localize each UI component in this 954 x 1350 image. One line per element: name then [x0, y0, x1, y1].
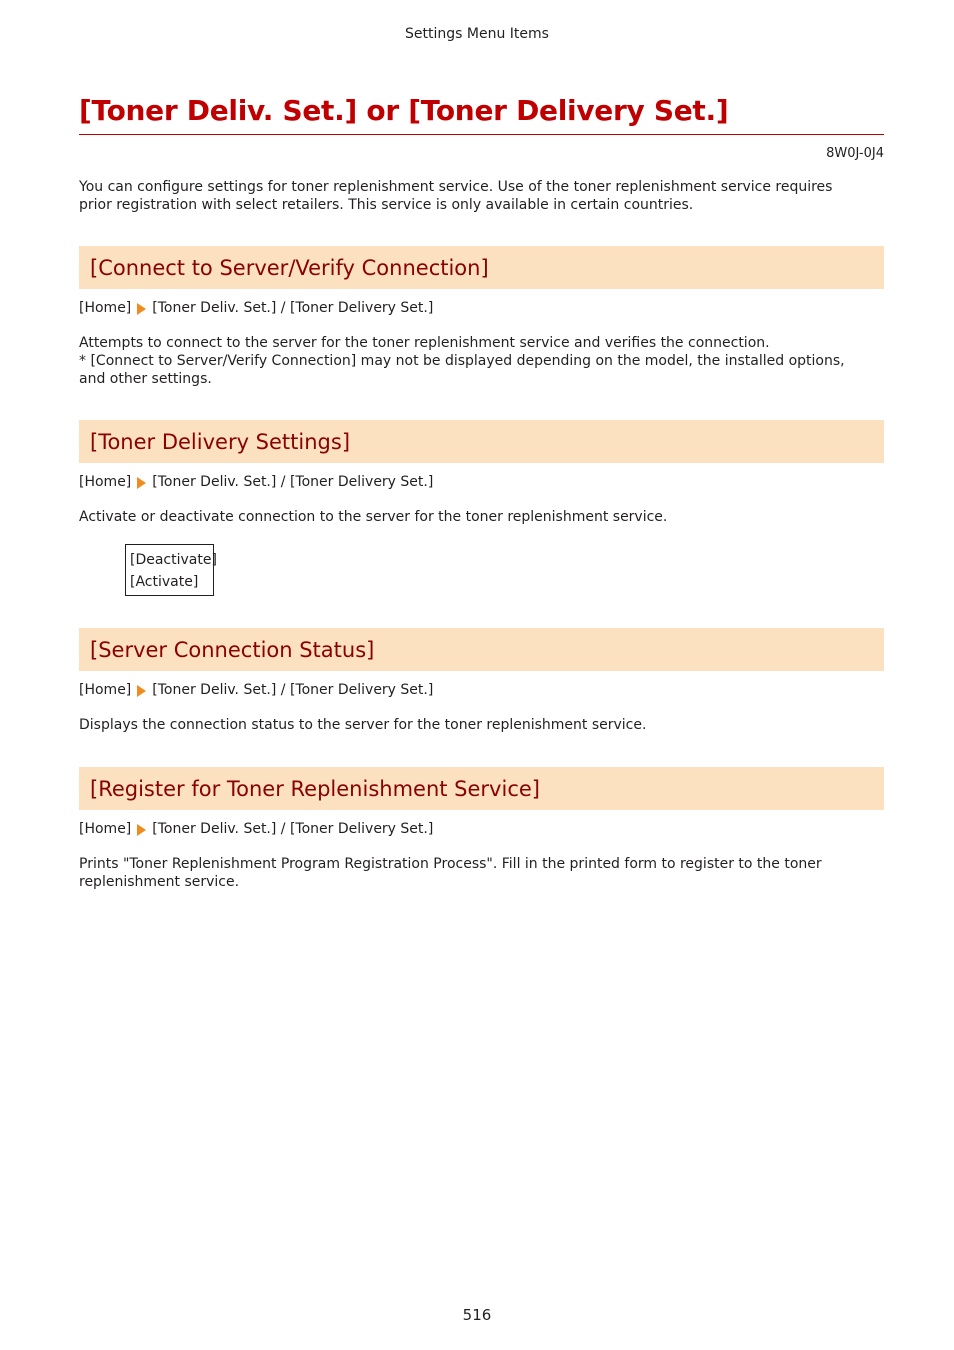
section-heading-text: [Server Connection Status] — [90, 637, 375, 662]
menu-path-home: [Home] — [79, 821, 132, 837]
option-deactivate: [Deactivate] — [130, 552, 217, 568]
section-description: Prints "Toner Replenishment Program Registration Process". Fill in the printed form to register to the toner replenishment service. — [79, 856, 822, 890]
menu-path-rest: [Toner Deliv. Set.] / [Toner Delivery Set.] — [152, 682, 434, 698]
page-title: [Toner Deliv. Set.] or [Toner Delivery Set.] — [79, 94, 729, 127]
arrow-right-icon — [137, 303, 146, 315]
intro-paragraph: You can configure settings for toner replenishment service. Use of the toner replenishment service requires prior registration with select retailers. This service is only available in certain countries. — [79, 179, 833, 213]
menu-path — [79, 821, 433, 837]
arrow-right-icon — [137, 685, 146, 697]
section-heading-text: [Register for Toner Replenishment Service] — [90, 776, 540, 801]
menu-path — [79, 300, 433, 316]
menu-path-rest: [Toner Deliv. Set.] / [Toner Delivery Set.] — [152, 821, 434, 837]
running-header: Settings Menu Items — [405, 26, 549, 42]
option-activate: [Activate] — [130, 574, 199, 590]
menu-path-home: [Home] — [79, 474, 132, 490]
section-heading-toner-delivery-settings — [79, 420, 884, 463]
section-heading-text: [Connect to Server/Verify Connection] — [90, 255, 489, 280]
menu-path-rest: [Toner Deliv. Set.] / [Toner Delivery Set.] — [152, 474, 434, 490]
section-heading-connect-to-server — [79, 246, 884, 289]
arrow-right-icon — [137, 824, 146, 836]
menu-path-home: [Home] — [79, 300, 132, 316]
page-number: 516 — [462, 1306, 492, 1324]
document-id: 8W0J-0J4 — [826, 146, 884, 161]
menu-path — [79, 682, 433, 698]
section-note: * [Connect to Server/Verify Connection] may not be displayed depending on the model, the installed options, and other settings. — [79, 353, 845, 387]
title-rule — [79, 134, 884, 135]
section-description: Activate or deactivate connection to the server for the toner replenishment service. — [79, 509, 668, 525]
menu-path-home: [Home] — [79, 682, 132, 698]
section-description: Attempts to connect to the server for the toner replenishment service and verifies the connection. — [79, 335, 770, 351]
menu-path — [79, 474, 433, 490]
arrow-right-icon — [137, 477, 146, 489]
section-heading-server-connection-status — [79, 628, 884, 671]
section-heading-text: [Toner Delivery Settings] — [90, 429, 351, 454]
section-heading-register-toner-service — [79, 767, 884, 810]
menu-path-rest: [Toner Deliv. Set.] / [Toner Delivery Set.] — [152, 300, 434, 316]
section-description: Displays the connection status to the server for the toner replenishment service. — [79, 717, 647, 733]
setting-options-box — [125, 544, 217, 596]
